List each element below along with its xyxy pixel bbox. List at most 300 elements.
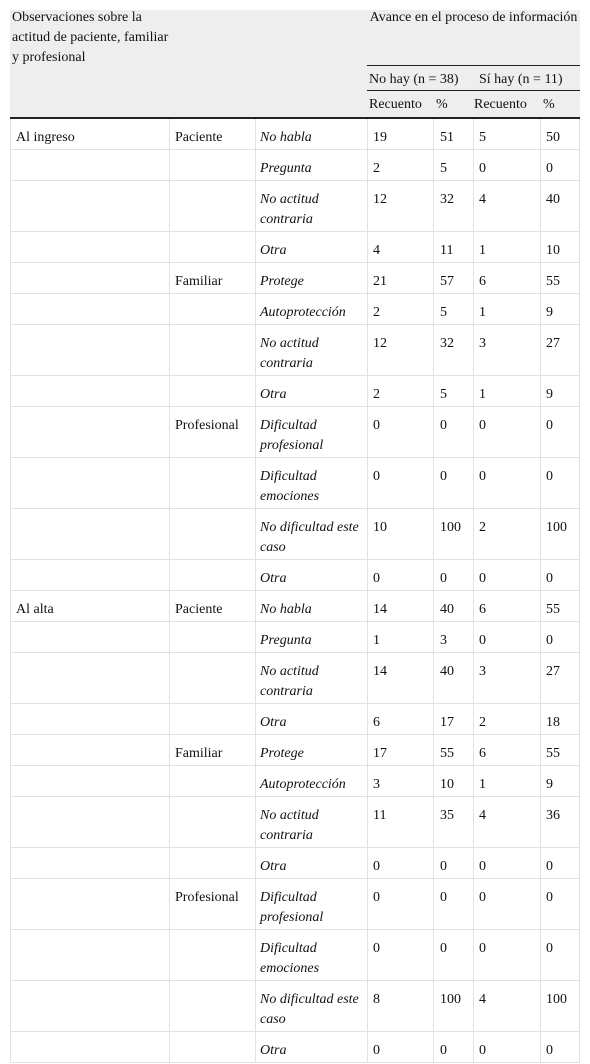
column-divider [540,119,541,149]
column-divider [10,704,11,734]
column-divider [169,735,170,765]
column-divider [169,150,170,180]
cell-no-hay-pct: 5 [440,305,447,320]
column-divider [473,119,474,149]
column-divider [255,509,256,559]
cell-no-hay-count: 0 [373,859,380,874]
column-divider [10,981,11,1031]
column-divider [255,458,256,508]
cell-si-hay-count: 0 [479,1043,486,1058]
cell-no-hay-count: 0 [373,469,380,484]
column-divider [367,509,368,559]
column-divider [473,704,474,734]
cell-no-hay-pct: 5 [440,387,447,402]
column-divider [367,591,368,621]
cell-si-hay-pct: 9 [546,305,553,320]
cell-si-hay-count: 0 [479,890,486,905]
cell-attitude: No habla [260,130,312,145]
column-divider [540,150,541,180]
cell-attitude: Otra [260,243,287,258]
column-divider [169,458,170,508]
column-divider [540,879,541,929]
column-divider [169,848,170,878]
column-divider [433,458,434,508]
cell-attitude: Otra [260,715,287,730]
table-row [10,981,580,1032]
table-row [10,119,580,150]
table-row [10,294,580,325]
cell-si-hay-count: 1 [479,243,486,258]
column-divider [169,232,170,262]
column-divider [473,263,474,293]
cell-si-hay-count: 4 [479,192,486,207]
column-divider [579,848,580,878]
column-divider [579,119,580,149]
cell-attitude: Otra [260,859,287,874]
column-divider [255,232,256,262]
table-row [10,509,580,560]
column-divider [169,766,170,796]
cell-no-hay-count: 14 [373,664,387,679]
cell-attitude: Otra [260,387,287,402]
column-divider [169,325,170,375]
column-divider [579,263,580,293]
column-divider [367,150,368,180]
column-divider [169,797,170,847]
column-divider [255,930,256,980]
cell-no-hay-pct: 0 [440,890,447,905]
cell-attitude: No actitud contraria [260,808,319,843]
column-divider [473,458,474,508]
column-divider [169,294,170,324]
table-row [10,407,580,458]
column-divider [367,181,368,231]
cell-no-hay-count: 12 [373,192,387,207]
column-divider [540,766,541,796]
column-divider [540,458,541,508]
cell-attitude: Autoprotección [260,305,346,320]
cell-subject: Paciente [175,602,223,617]
table-row [10,930,580,981]
column-divider [10,376,11,406]
cell-si-hay-count: 3 [479,664,486,679]
column-divider [367,622,368,652]
column-divider [540,797,541,847]
column-divider [10,930,11,980]
column-divider [255,622,256,652]
cell-subject: Profesional [175,418,239,433]
column-divider [255,766,256,796]
table-row [10,150,580,181]
column-divider [540,622,541,652]
column-divider [433,930,434,980]
column-divider [367,119,368,149]
table-row [10,181,580,232]
cell-si-hay-count: 0 [479,418,486,433]
table-row [10,735,580,766]
column-divider [473,232,474,262]
column-divider [433,407,434,457]
table-row [10,458,580,509]
cell-attitude: No dificultad este caso [260,992,359,1027]
column-divider [540,704,541,734]
column-divider [367,735,368,765]
column-divider [10,294,11,324]
cell-no-hay-count: 6 [373,715,380,730]
cell-si-hay-count: 3 [479,336,486,351]
header-rule-group [367,65,580,66]
column-divider [169,560,170,590]
cell-si-hay-pct: 27 [546,664,560,679]
cell-no-hay-count: 0 [373,941,380,956]
cell-attitude: Pregunta [260,633,312,648]
cell-no-hay-pct: 0 [440,571,447,586]
column-divider [540,376,541,406]
column-divider [255,407,256,457]
cell-no-hay-pct: 57 [440,274,454,289]
cell-si-hay-pct: 0 [546,859,553,874]
cell-no-hay-count: 8 [373,992,380,1007]
column-divider [433,181,434,231]
column-divider [579,325,580,375]
column-divider [579,622,580,652]
column-divider [10,735,11,765]
header-si-hay: Sí hay (n = 11) [479,72,563,87]
column-divider [579,797,580,847]
cell-si-hay-count: 0 [479,161,486,176]
column-divider [367,848,368,878]
table-row [10,325,580,376]
cell-subject: Familiar [175,274,223,289]
table-row [10,591,580,622]
cell-si-hay-count: 6 [479,746,486,761]
column-divider [169,1032,170,1062]
column-divider [10,458,11,508]
column-divider [579,376,580,406]
cell-si-hay-pct: 0 [546,1043,553,1058]
cell-si-hay-pct: 27 [546,336,560,351]
cell-no-hay-pct: 100 [440,520,461,535]
cell-no-hay-pct: 11 [440,243,454,258]
cell-no-hay-pct: 0 [440,469,447,484]
table-row [10,232,580,263]
table-row [10,376,580,407]
column-divider [255,1032,256,1062]
cell-no-hay-pct: 0 [440,859,447,874]
column-divider [473,766,474,796]
cell-no-hay-count: 2 [373,161,380,176]
column-divider [367,458,368,508]
table-row [10,848,580,879]
column-divider [473,622,474,652]
column-divider [255,591,256,621]
column-divider [579,1032,580,1062]
column-divider [433,1032,434,1062]
column-divider [255,879,256,929]
cell-si-hay-count: 0 [479,633,486,648]
column-divider [10,622,11,652]
column-divider [433,150,434,180]
column-divider [540,735,541,765]
cell-si-hay-count: 2 [479,715,486,730]
cell-si-hay-pct: 9 [546,387,553,402]
cell-no-hay-pct: 40 [440,664,454,679]
column-divider [10,879,11,929]
cell-no-hay-pct: 0 [440,1043,447,1058]
column-divider [579,981,580,1031]
cell-no-hay-pct: 32 [440,192,454,207]
column-divider [433,325,434,375]
column-divider [579,294,580,324]
cell-si-hay-pct: 10 [546,243,560,258]
cell-no-hay-count: 3 [373,777,380,792]
table-row [10,704,580,735]
column-divider [579,232,580,262]
column-divider [540,930,541,980]
header-recuento-si: Recuento [474,97,527,112]
column-divider [579,879,580,929]
cell-no-hay-pct: 3 [440,633,447,648]
cell-si-hay-pct: 40 [546,192,560,207]
column-divider [255,653,256,703]
column-divider [540,407,541,457]
column-divider [255,560,256,590]
cell-attitude: Dificultad emociones [260,469,320,504]
cell-no-hay-count: 19 [373,130,387,145]
column-divider [10,848,11,878]
column-divider [579,407,580,457]
column-divider [540,232,541,262]
column-divider [169,263,170,293]
cell-si-hay-pct: 100 [546,992,567,1007]
column-divider [255,181,256,231]
column-divider [473,653,474,703]
column-divider [540,653,541,703]
cell-si-hay-count: 5 [479,130,486,145]
cell-si-hay-pct: 55 [546,602,560,617]
column-divider [473,181,474,231]
column-divider [540,591,541,621]
column-divider [10,407,11,457]
column-divider [367,653,368,703]
column-divider [433,704,434,734]
cell-attitude: No actitud contraria [260,336,319,371]
column-divider [433,848,434,878]
cell-si-hay-pct: 50 [546,130,560,145]
column-divider [433,232,434,262]
cell-no-hay-count: 14 [373,602,387,617]
column-divider [473,848,474,878]
cell-si-hay-count: 1 [479,777,486,792]
cell-attitude: Dificultad profesional [260,418,324,453]
column-divider [473,150,474,180]
column-divider [579,653,580,703]
column-divider [255,704,256,734]
column-divider [367,560,368,590]
cell-attitude: No actitud contraria [260,664,319,699]
table-row [10,653,580,704]
column-divider [255,981,256,1031]
column-divider [473,930,474,980]
cell-si-hay-pct: 0 [546,161,553,176]
cell-si-hay-pct: 0 [546,890,553,905]
cell-si-hay-count: 0 [479,859,486,874]
cell-attitude: Pregunta [260,161,312,176]
column-divider [169,981,170,1031]
column-divider [433,294,434,324]
header-no-hay: No hay (n = 38) [369,72,459,87]
column-divider [10,325,11,375]
column-divider [473,879,474,929]
cell-subject: Profesional [175,890,239,905]
cell-no-hay-count: 4 [373,243,380,258]
column-divider [540,181,541,231]
cell-no-hay-count: 1 [373,633,380,648]
column-divider [540,325,541,375]
column-divider [540,1032,541,1062]
cell-si-hay-pct: 9 [546,777,553,792]
header-pct-no: % [436,97,448,112]
column-divider [433,263,434,293]
column-divider [579,591,580,621]
data-table [10,10,580,1063]
column-divider [10,150,11,180]
cell-no-hay-count: 2 [373,305,380,320]
table-row [10,560,580,591]
column-divider [367,704,368,734]
column-divider [433,766,434,796]
column-divider [367,797,368,847]
column-divider [367,930,368,980]
column-divider [473,1032,474,1062]
cell-no-hay-pct: 17 [440,715,454,730]
column-divider [433,560,434,590]
column-divider [473,376,474,406]
cell-no-hay-pct: 51 [440,130,454,145]
cell-si-hay-count: 6 [479,602,486,617]
cell-no-hay-count: 12 [373,336,387,351]
table-row [10,797,580,848]
column-divider [433,797,434,847]
column-divider [255,797,256,847]
cell-si-hay-count: 1 [479,305,486,320]
column-divider [169,653,170,703]
column-divider [433,735,434,765]
column-divider [10,797,11,847]
cell-si-hay-pct: 0 [546,418,553,433]
header-rule-subgroup [367,90,580,91]
column-divider [10,1032,11,1062]
cell-si-hay-pct: 55 [546,746,560,761]
column-divider [10,232,11,262]
table-row [10,622,580,653]
column-divider [169,879,170,929]
cell-no-hay-count: 0 [373,571,380,586]
cell-moment: Al ingreso [16,130,75,145]
column-divider [367,325,368,375]
cell-attitude: Protege [260,274,304,289]
cell-si-hay-pct: 0 [546,941,553,956]
cell-no-hay-pct: 40 [440,602,454,617]
cell-attitude: No dificultad este caso [260,520,359,555]
column-divider [579,766,580,796]
cell-attitude: Otra [260,1043,287,1058]
column-divider [169,407,170,457]
column-divider [473,294,474,324]
header-group: Avance en el proceso de información [369,10,578,25]
header-pct-si: % [543,97,555,112]
table-row [10,1032,580,1063]
column-divider [10,766,11,796]
cell-no-hay-count: 2 [373,387,380,402]
cell-si-hay-pct: 0 [546,633,553,648]
column-divider [169,509,170,559]
cell-no-hay-pct: 55 [440,746,454,761]
table-row [10,263,580,294]
column-divider [579,181,580,231]
cell-subject: Familiar [175,746,223,761]
cell-attitude: No habla [260,602,312,617]
cell-no-hay-pct: 32 [440,336,454,351]
cell-si-hay-count: 1 [479,387,486,402]
column-divider [433,376,434,406]
cell-si-hay-pct: 55 [546,274,560,289]
column-divider [10,653,11,703]
column-divider [433,509,434,559]
cell-no-hay-count: 10 [373,520,387,535]
column-divider [579,930,580,980]
column-divider [169,591,170,621]
column-divider [540,509,541,559]
column-divider [10,509,11,559]
cell-si-hay-pct: 36 [546,808,560,823]
cell-si-hay-pct: 18 [546,715,560,730]
column-divider [433,622,434,652]
cell-no-hay-count: 17 [373,746,387,761]
column-divider [540,294,541,324]
column-divider [433,119,434,149]
column-divider [367,407,368,457]
table-header [10,10,580,119]
column-divider [10,591,11,621]
column-divider [367,879,368,929]
cell-no-hay-count: 0 [373,1043,380,1058]
cell-si-hay-count: 0 [479,469,486,484]
column-divider [540,560,541,590]
cell-no-hay-count: 0 [373,418,380,433]
cell-si-hay-pct: 0 [546,469,553,484]
column-divider [169,119,170,149]
column-divider [579,458,580,508]
cell-si-hay-count: 4 [479,808,486,823]
column-divider [473,560,474,590]
cell-no-hay-count: 21 [373,274,387,289]
column-divider [433,879,434,929]
column-divider [169,704,170,734]
column-divider [367,981,368,1031]
column-divider [579,509,580,559]
column-divider [10,263,11,293]
column-divider [473,509,474,559]
cell-si-hay-count: 4 [479,992,486,1007]
cell-si-hay-count: 6 [479,274,486,289]
cell-attitude: Dificultad emociones [260,941,320,976]
cell-no-hay-count: 11 [373,808,387,823]
column-divider [255,376,256,406]
table-row [10,766,580,797]
column-divider [579,704,580,734]
column-divider [10,119,11,149]
